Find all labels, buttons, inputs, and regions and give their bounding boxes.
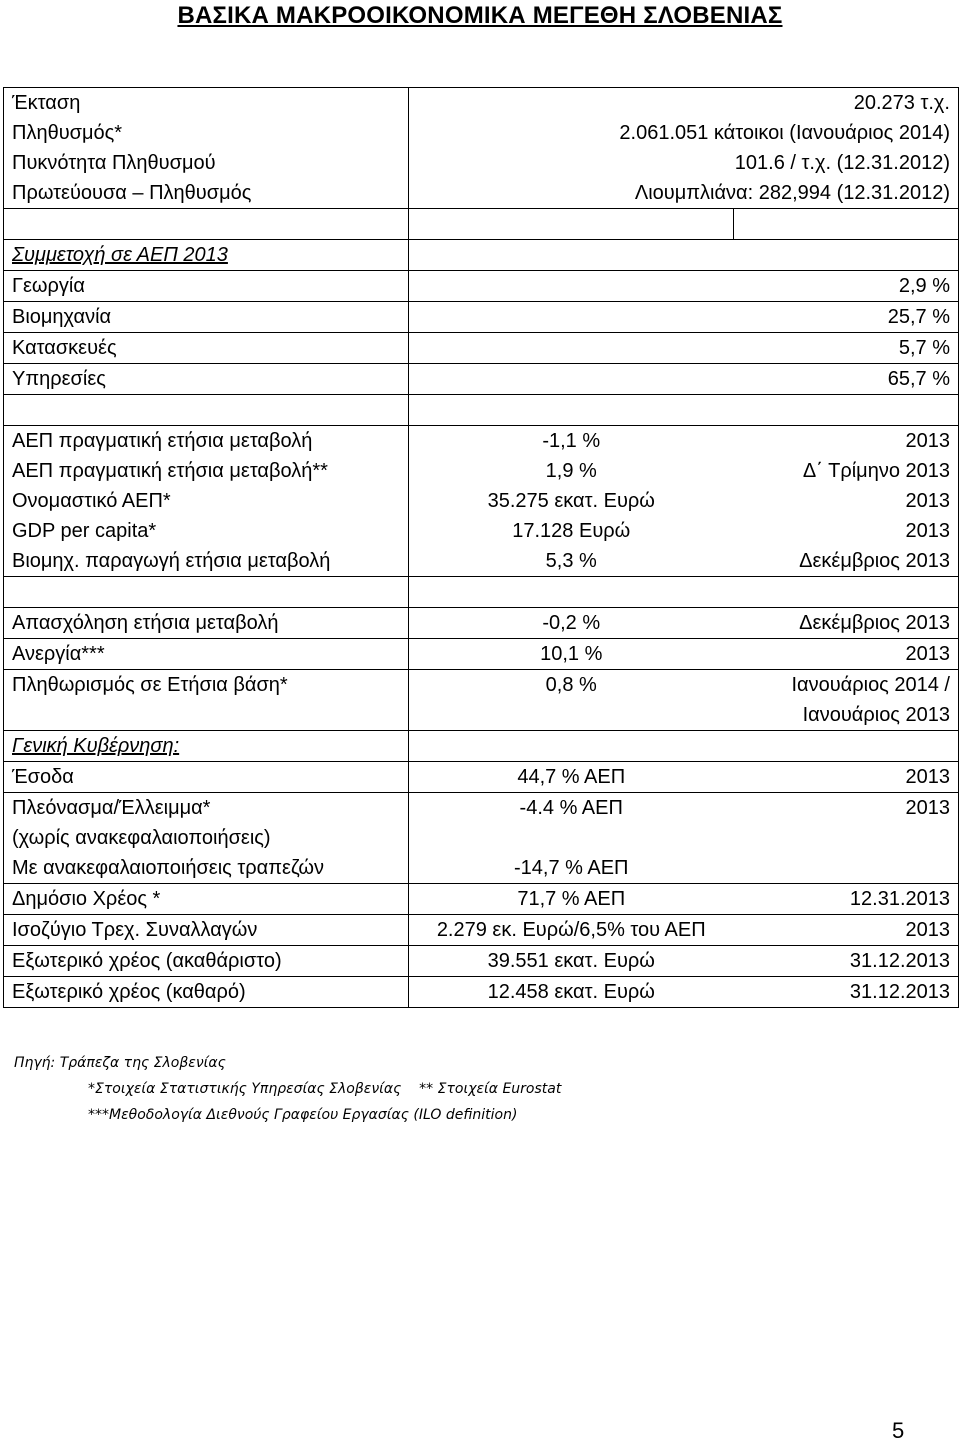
table-row (4, 516, 959, 546)
table-row (4, 670, 959, 701)
row-value: 2.061.051 κάτοικοι (Ιανουάριος 2014) (409, 118, 959, 148)
row-value: 25,7 % (409, 302, 959, 333)
table-row (4, 884, 959, 915)
row-value: 2.279 εκ. Ευρώ/6,5% του ΑΕΠ (409, 915, 734, 946)
table-row (4, 88, 959, 119)
row-period: 2013 (734, 516, 959, 546)
row-value: -1,1 % (409, 426, 734, 457)
table-row (4, 240, 959, 271)
row-value: 12.458 εκατ. Ευρώ (409, 977, 734, 1008)
row-value: -0,2 % (409, 608, 734, 639)
row-label: Εξωτερικό χρέος (ακαθάριστο) (4, 946, 409, 977)
row-label: ΑΕΠ πραγματική ετήσια μεταβολή** (4, 456, 409, 486)
sources-note (14, 1050, 561, 1128)
row-value: -4.4 % ΑΕΠ (409, 793, 734, 824)
row-period: 12.31.2013 (734, 884, 959, 915)
row-value: 44,7 % ΑΕΠ (409, 762, 734, 793)
row-period: 2013 (734, 639, 959, 670)
row-value: 10,1 % (409, 639, 734, 670)
table-row (4, 426, 959, 457)
page-title: ΒΑΣΙΚΑ ΜΑΚΡΟΟΙΚΟΝΟΜΙΚΑ ΜΕΓΕΘΗ ΣΛΟΒΕΝΙΑΣ (177, 2, 783, 29)
row-label: (χωρίς ανακεφαλαιοποιήσεις) (4, 823, 409, 853)
row-value: Λιουμπλιάνα: 282,994 (12.31.2012) (409, 178, 959, 209)
row-value: -14,7 % ΑΕΠ (409, 853, 734, 884)
row-label: Ισοζύγιο Τρεχ. Συναλλαγών (4, 915, 409, 946)
macro-table (3, 87, 959, 1008)
table-row (4, 364, 959, 395)
table-row (4, 639, 959, 670)
row-value: 5,7 % (409, 333, 959, 364)
row-label: Βιομηχανία (4, 302, 409, 333)
row-label: ΑΕΠ πραγματική ετήσια μεταβολή (4, 426, 409, 457)
row-label: Ονομαστικό ΑΕΠ* (4, 486, 409, 516)
table-row (4, 148, 959, 178)
table-row (4, 546, 959, 577)
row-label: Υπηρεσίες (4, 364, 409, 395)
row-label: Πρωτεύουσα – Πληθυσμός (4, 178, 409, 209)
table-row (4, 271, 959, 302)
table-row (4, 118, 959, 148)
row-period: Ιανουάριος 2013 (734, 700, 959, 731)
row-value: 5,3 % (409, 546, 734, 577)
row-period: Δεκέμβριος 2013 (734, 608, 959, 639)
source-line: Πηγή: Τράπεζα της Σλοβενίας (14, 1055, 226, 1071)
page-number: 5 (892, 1418, 905, 1443)
section-heading: Γενική Κυβέρνηση: (4, 731, 409, 762)
row-label: Πλεόνασμα/Έλλειμμα* (4, 793, 409, 824)
source-line: ***Μεθοδολογία Διεθνούς Γραφείου Εργασίας (ILO definition) (88, 1107, 518, 1123)
row-value: 71,7 % ΑΕΠ (409, 884, 734, 915)
row-value: 20.273 τ.χ. (409, 88, 959, 119)
row-label: Πληθυσμός* (4, 118, 409, 148)
table-row (4, 853, 959, 884)
row-label: Κατασκευές (4, 333, 409, 364)
row-label: Γεωργία (4, 271, 409, 302)
table-row (4, 333, 959, 364)
table-row (4, 178, 959, 209)
table-row (4, 823, 959, 853)
row-value: 35.275 εκατ. Ευρώ (409, 486, 734, 516)
row-value: 65,7 % (409, 364, 959, 395)
table-row (4, 762, 959, 793)
table-row (4, 302, 959, 333)
row-label: Δημόσιο Χρέος * (4, 884, 409, 915)
row-period: Δ΄ Τρίμηνο 2013 (734, 456, 959, 486)
table-row (4, 915, 959, 946)
section-heading: Συμμετοχή σε ΑΕΠ 2013 (4, 240, 409, 271)
source-line: *Στοιχεία Στατιστικής Υπηρεσίας Σλοβενίας ** Στοιχεία Eurostat (88, 1081, 562, 1097)
row-label: Ανεργία*** (4, 639, 409, 670)
spacer-row (4, 577, 959, 608)
row-value: 101.6 / τ.χ. (12.31.2012) (409, 148, 959, 178)
row-value: 0,8 % (409, 670, 734, 701)
table-row (4, 977, 959, 1008)
row-value: 1,9 % (409, 456, 734, 486)
table-row (4, 486, 959, 516)
row-period: 2013 (734, 486, 959, 516)
row-value: 39.551 εκατ. Ευρώ (409, 946, 734, 977)
table-row (4, 608, 959, 639)
row-label: GDP per capita* (4, 516, 409, 546)
table-row (4, 700, 959, 731)
table-row (4, 793, 959, 824)
table-row (4, 946, 959, 977)
row-period: 2013 (734, 915, 959, 946)
row-value: 2,9 % (409, 271, 959, 302)
spacer-row (4, 209, 959, 240)
row-period: 2013 (734, 793, 959, 824)
row-label: Πυκνότητα Πληθυσμού (4, 148, 409, 178)
row-label: Βιομηχ. παραγωγή ετήσια μεταβολή (4, 546, 409, 577)
row-period: 2013 (734, 762, 959, 793)
table-row (4, 731, 959, 762)
row-label: Με ανακεφαλαιοποιήσεις τραπεζών (4, 853, 409, 884)
row-period: Ιανουάριος 2014 / (734, 670, 959, 701)
row-label: Έκταση (4, 88, 409, 119)
row-label: Απασχόληση ετήσια μεταβολή (4, 608, 409, 639)
row-period: 31.12.2013 (734, 946, 959, 977)
row-value: 17.128 Ευρώ (409, 516, 734, 546)
row-period: 2013 (734, 426, 959, 457)
spacer-row (4, 395, 959, 426)
row-label: Πληθωρισμός σε Ετήσια βάση* (4, 670, 409, 701)
row-period: Δεκέμβριος 2013 (734, 546, 959, 577)
row-label: Έσοδα (4, 762, 409, 793)
table-row (4, 456, 959, 486)
row-period: 31.12.2013 (734, 977, 959, 1008)
row-label: Εξωτερικό χρέος (καθαρό) (4, 977, 409, 1008)
